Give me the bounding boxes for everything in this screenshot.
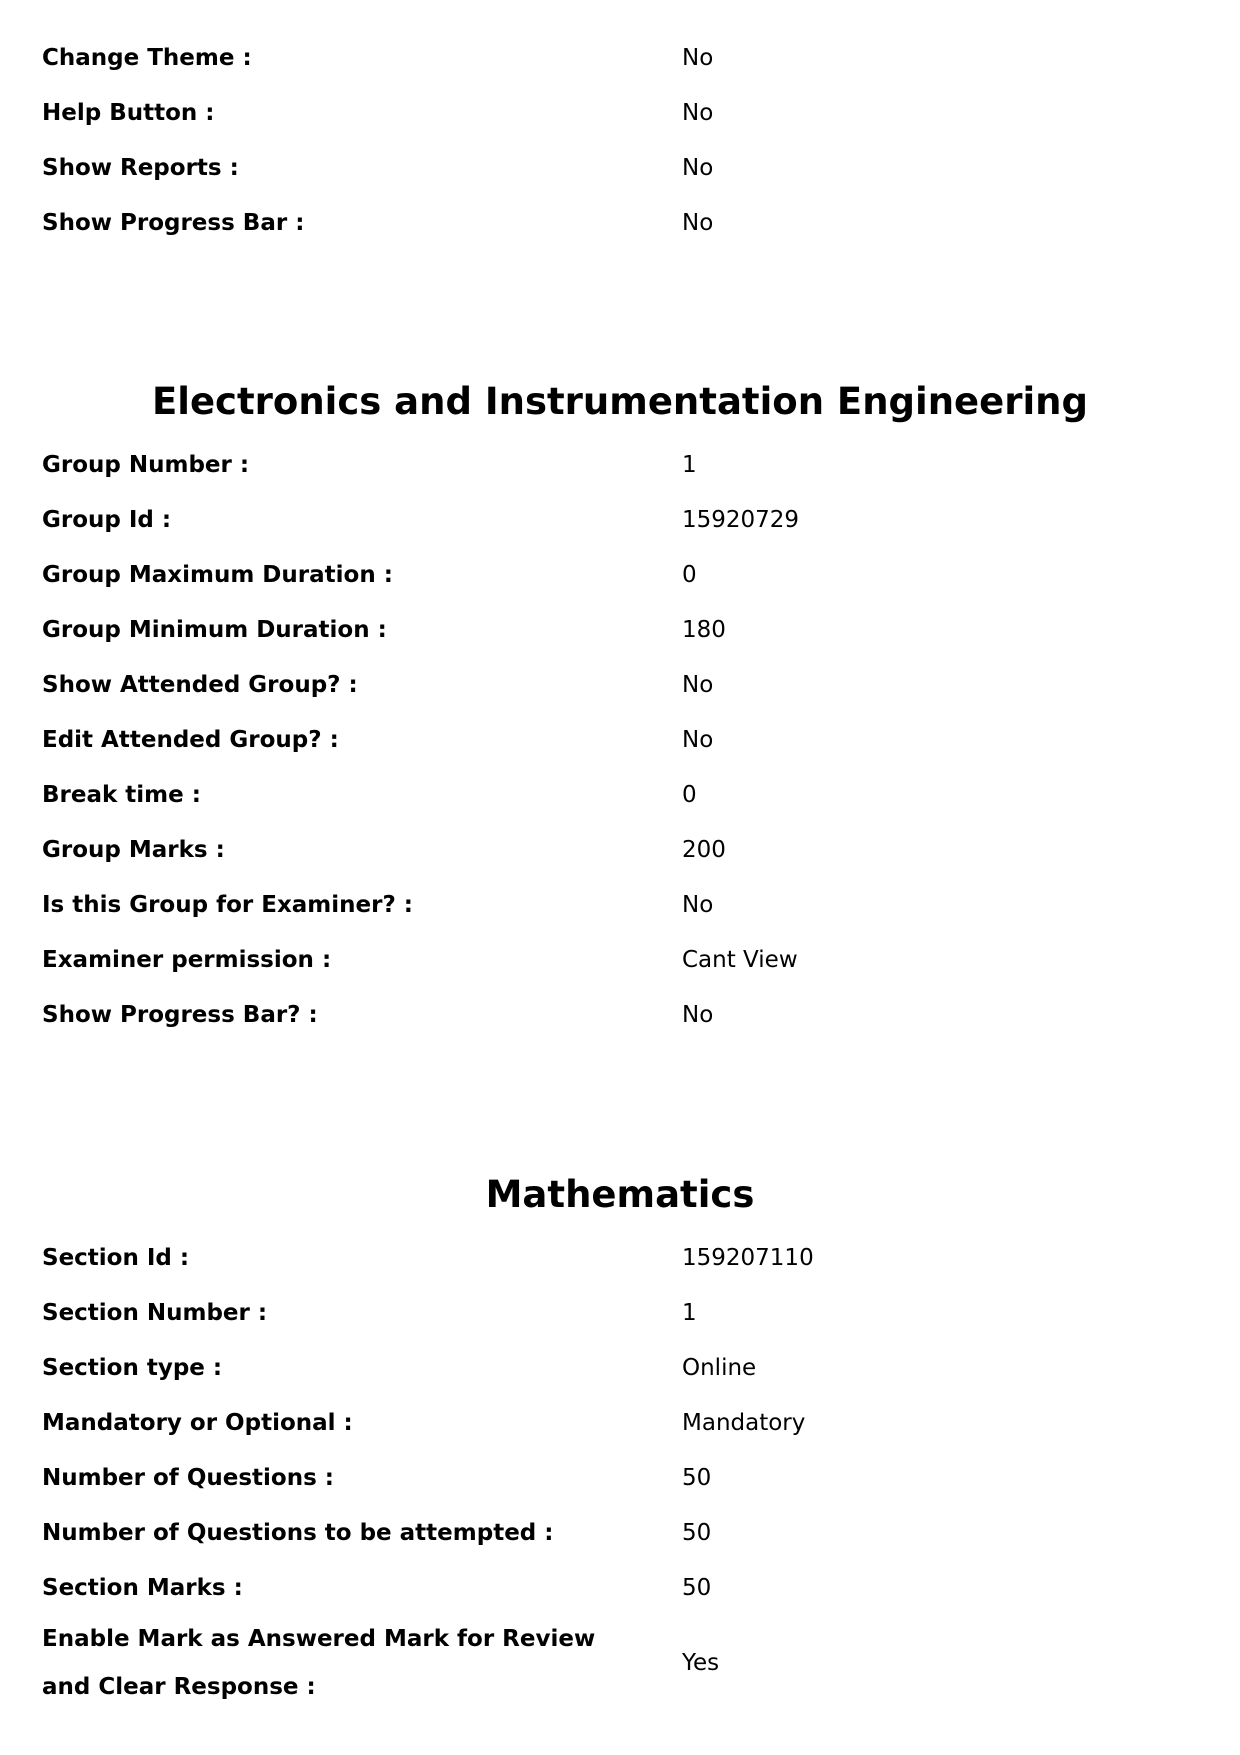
group-value: 15920729 bbox=[682, 506, 800, 533]
pref-row-show-reports bbox=[0, 140, 1240, 195]
section-row bbox=[0, 1230, 1240, 1285]
section-row bbox=[0, 1285, 1240, 1340]
pref-value: No bbox=[682, 44, 714, 71]
section-value: 159207110 bbox=[682, 1244, 814, 1271]
pref-value: No bbox=[682, 154, 714, 181]
preferences-table bbox=[0, 30, 1240, 250]
pref-value: No bbox=[682, 99, 714, 126]
group-heading-wrap bbox=[0, 372, 1240, 432]
group-label: Examiner permission : bbox=[42, 946, 332, 973]
group-row bbox=[0, 657, 1240, 712]
section-value: Mandatory bbox=[682, 1409, 806, 1436]
group-row bbox=[0, 547, 1240, 602]
group-label: Group Number : bbox=[42, 451, 250, 478]
section-label: Section Id : bbox=[42, 1244, 190, 1271]
group-value: 200 bbox=[682, 836, 726, 863]
section-value: Online bbox=[682, 1354, 757, 1381]
section-value: 50 bbox=[682, 1464, 712, 1491]
group-label: Show Progress Bar? : bbox=[42, 1001, 318, 1028]
group-value: No bbox=[682, 891, 714, 918]
section-value: 50 bbox=[682, 1519, 712, 1546]
pref-label: Help Button : bbox=[42, 99, 215, 126]
section-label: Number of Questions : bbox=[42, 1464, 334, 1491]
group-value: 180 bbox=[682, 616, 726, 643]
group-label: Group Id : bbox=[42, 506, 172, 533]
group-value: 1 bbox=[682, 451, 697, 478]
section-row bbox=[0, 1340, 1240, 1395]
group-row bbox=[0, 877, 1240, 932]
group-label: Show Attended Group? : bbox=[42, 671, 358, 698]
pref-row-help-button bbox=[0, 85, 1240, 140]
section-label: Enable Mark as Answered Mark for Review and Clear Response : bbox=[42, 1626, 596, 1700]
group-label: Is this Group for Examiner? : bbox=[42, 891, 414, 918]
group-label: Group Minimum Duration : bbox=[42, 616, 387, 643]
group-label: Group Maximum Duration : bbox=[42, 561, 393, 588]
group-row bbox=[0, 767, 1240, 822]
section-label: Section Marks : bbox=[42, 1574, 243, 1601]
group-row bbox=[0, 932, 1240, 987]
group-value: No bbox=[682, 726, 714, 753]
group-row bbox=[0, 437, 1240, 492]
group-row bbox=[0, 602, 1240, 657]
section-label: Number of Questions to be attempted : bbox=[42, 1519, 554, 1546]
pref-row-show-progress-bar bbox=[0, 195, 1240, 250]
group-label: Break time : bbox=[42, 781, 201, 808]
section-row bbox=[0, 1615, 1240, 1711]
section-heading-wrap bbox=[0, 1165, 1240, 1225]
group-label: Group Marks : bbox=[42, 836, 225, 863]
section-value: 1 bbox=[682, 1299, 697, 1326]
pref-label: Show Reports : bbox=[42, 154, 239, 181]
section-row bbox=[0, 1560, 1240, 1615]
pref-row-change-theme bbox=[0, 30, 1240, 85]
group-value: No bbox=[682, 1001, 714, 1028]
group-value: No bbox=[682, 671, 714, 698]
section-label: Section Number : bbox=[42, 1299, 268, 1326]
group-row bbox=[0, 987, 1240, 1042]
group-row bbox=[0, 822, 1240, 877]
group-row bbox=[0, 712, 1240, 767]
section-details-table bbox=[0, 1230, 1240, 1711]
pref-label: Change Theme : bbox=[42, 44, 252, 71]
section-label: Section type : bbox=[42, 1354, 223, 1381]
group-label: Edit Attended Group? : bbox=[42, 726, 339, 753]
group-title: Electronics and Instrumentation Engineering bbox=[151, 380, 1088, 423]
section-row bbox=[0, 1505, 1240, 1560]
pref-value: No bbox=[682, 209, 714, 236]
section-row bbox=[0, 1450, 1240, 1505]
section-label: Mandatory or Optional : bbox=[42, 1409, 353, 1436]
group-details-table bbox=[0, 437, 1240, 1042]
section-row bbox=[0, 1395, 1240, 1450]
group-value: 0 bbox=[682, 561, 697, 588]
section-value: 50 bbox=[682, 1574, 712, 1601]
section-title: Mathematics bbox=[485, 1173, 755, 1216]
group-value: 0 bbox=[682, 781, 697, 808]
group-row bbox=[0, 492, 1240, 547]
pref-label: Show Progress Bar : bbox=[42, 209, 305, 236]
group-value: Cant View bbox=[682, 946, 798, 973]
section-value: Yes bbox=[682, 1650, 720, 1676]
